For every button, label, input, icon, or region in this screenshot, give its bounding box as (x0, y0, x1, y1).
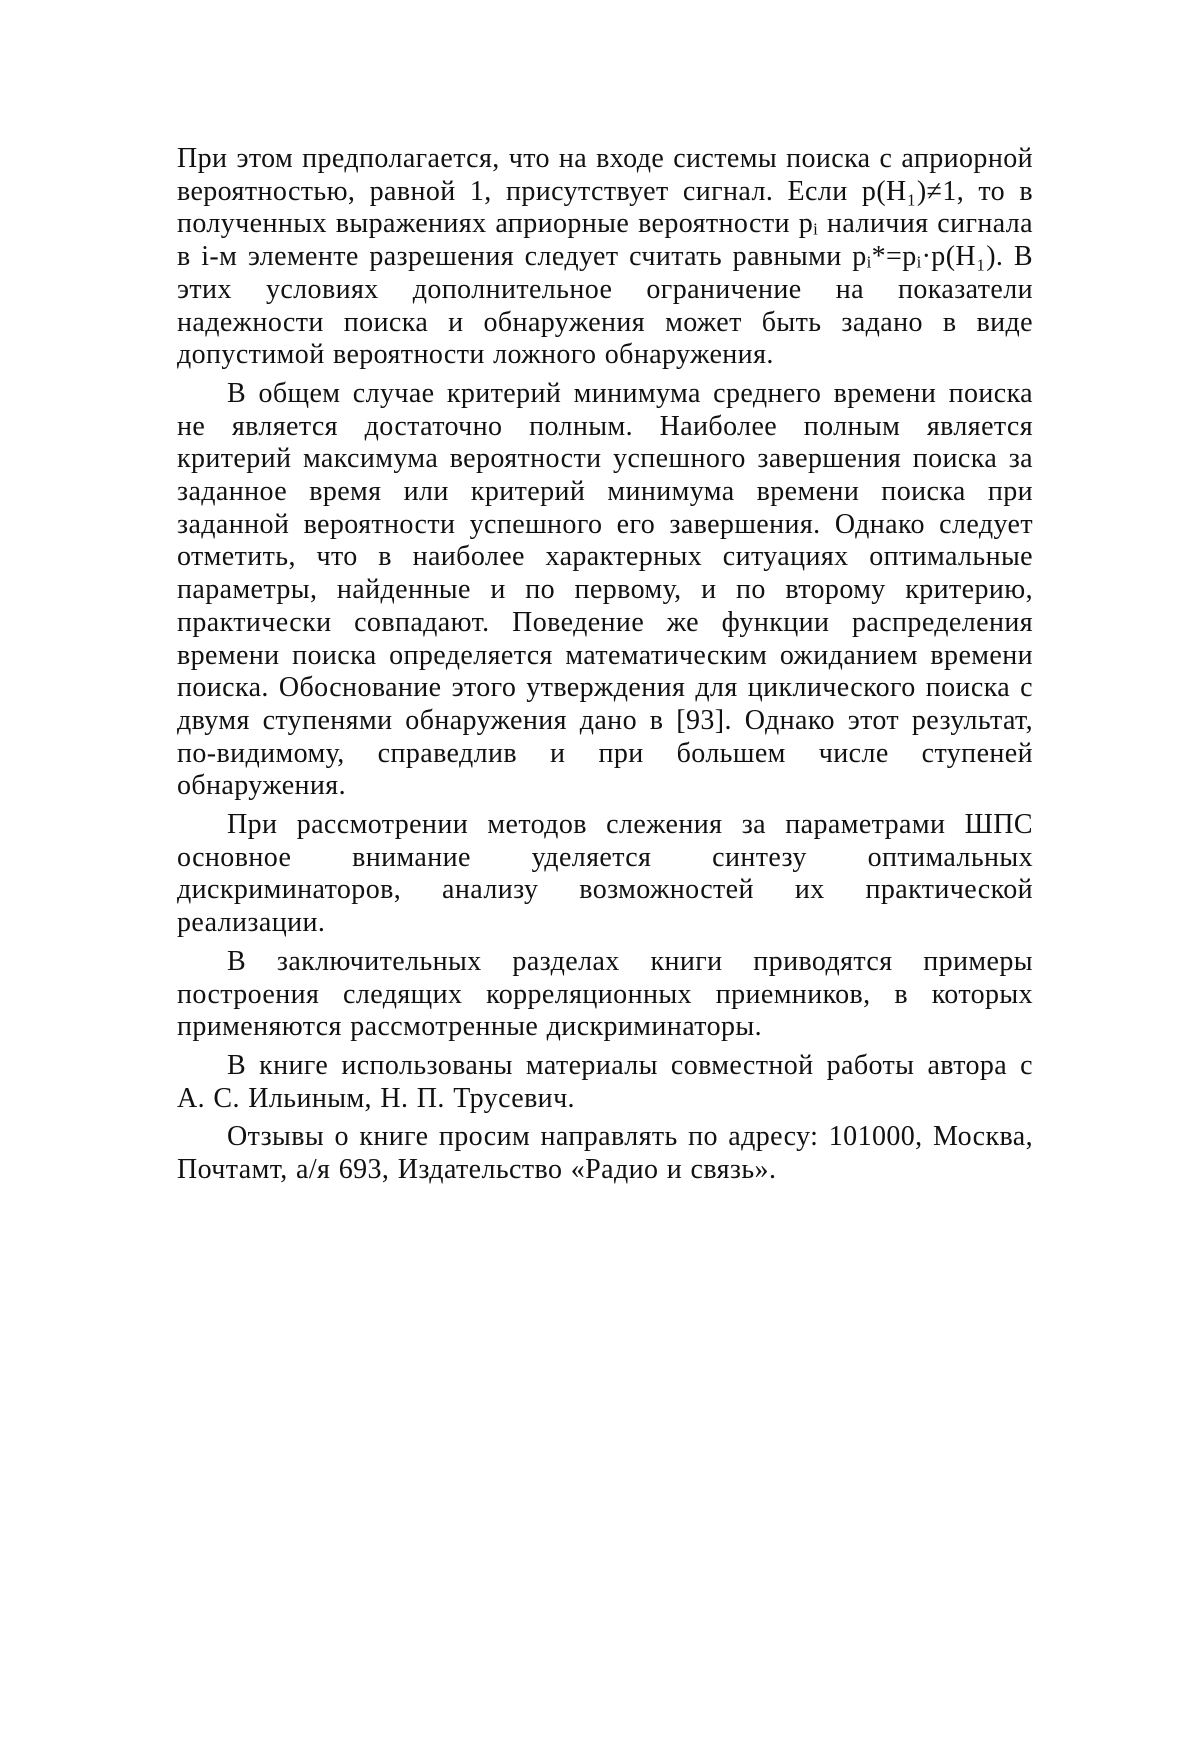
paragraph-search-assumptions: При этом предполагается, что на входе системы поиска с априорной вероятностью, равной 1, присутствует сигнал. Если p(H₁)≠1, то в полученных выражениях априорные вероятности pᵢ наличия сигнала в i-м элементе разрешения следует считать равными pᵢ*=pᵢ·p(H₁). В этих условиях дополнительное ограничение на показатели надежности поиска и обнаружения может быть задано в виде допустимой вероятности ложного обнаружения. (177, 143, 1033, 371)
paragraph-acknowledgement: В книге использованы материалы совместной работы автора с А. С. Ильиным, Н. П. Трусевич. (177, 1049, 1033, 1114)
paragraph-tracking-methods: При рассмотрении методов слежения за параметрами ШПС основное внимание уделяется синтезу оптимальных дискриминаторов, анализу возможностей их практической реализации. (177, 809, 1033, 939)
paragraph-feedback-address: Отзывы о книге просим направлять по адресу: 101000, Москва, Почтамт, а/я 693, Издательство «Радио и связь». (177, 1121, 1033, 1186)
document-page (177, 143, 1033, 1187)
paragraph-search-criteria: В общем случае критерий минимума среднего времени поиска не является достаточно полным. Наиболее полным является критерий максимума вероятности успешного завершения поиска за заданное время или критерий минимума времени поиска при заданной вероятности успешного его завершения. Однако следует отметить, что в наиболее характерных ситуациях оптимальные параметры, найденные и по первому, и по второму критерию, практически совпадают. Поведение же функции распределения времени поиска определяется математическим ожиданием времени поиска. Обоснование этого утверждения для циклического поиска с двумя ступенями обнаружения дано в [93]. Однако этот результат, по-видимому, справедлив и при большем числе ступеней обнаружения. (177, 377, 1033, 802)
paragraph-final-sections: В заключительных разделах книги приводятся примеры построения следящих корреляционных приемников, в которых применяются рассмотренные дискриминаторы. (177, 945, 1033, 1043)
